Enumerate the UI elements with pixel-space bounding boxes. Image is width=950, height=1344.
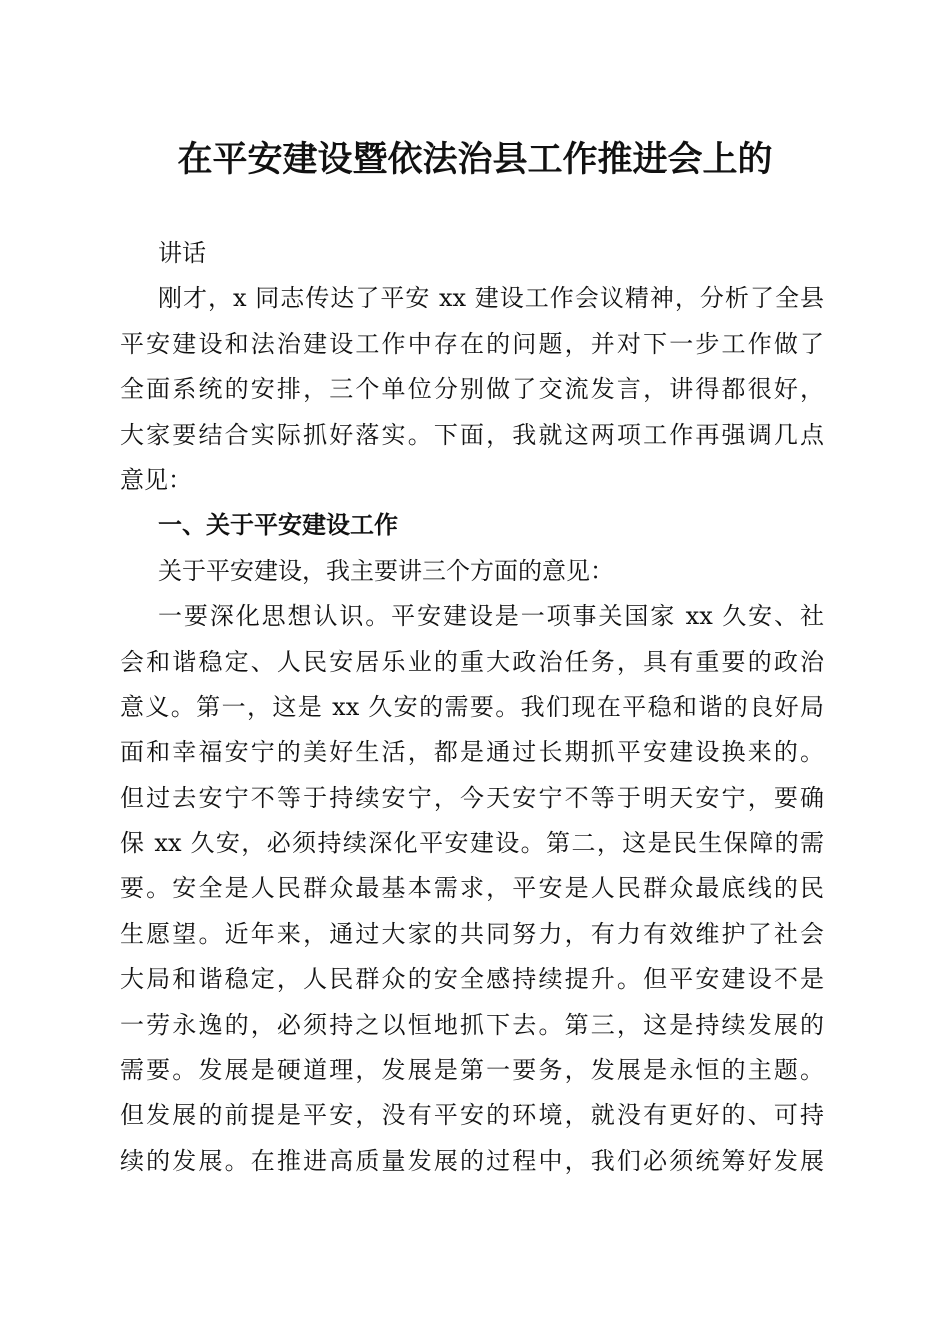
paragraph-line: 需要。发展是硬道理，发展是第一要务，发展是永恒的主题。 [120, 1056, 824, 1085]
paragraph-line: 要。安全是人民群众最基本需求，平安是人民群众最底线的民 [120, 874, 824, 903]
paragraph-line: 面和幸福安宁的美好生活，都是通过长期抓平安建设换来的。 [120, 738, 824, 767]
paragraph-line: 刚才，x 同志传达了平安 xx 建设工作会议精神，分析了全县 [158, 284, 824, 313]
paragraph-line: 生愿望。近年来，通过大家的共同努力，有力有效维护了社会 [120, 919, 824, 948]
paragraph-line: 大家要结合实际抓好落实。下面，我就这两项工作再强调几点 [120, 420, 824, 449]
paragraph-line: 但发展的前提是平安，没有平安的环境，就没有更好的、可持 [120, 1101, 824, 1130]
paragraph-line: 一要深化思想认识。平安建设是一项事关国家 xx 久安、社 [158, 602, 824, 631]
paragraph-line: 平安建设和法治建设工作中存在的问题，并对下一步工作做了 [120, 329, 824, 358]
paragraph-line: 会和谐稳定、人民安居乐业的重大政治任务，具有重要的政治 [120, 647, 824, 676]
paragraph-line: 保 xx 久安，必须持续深化平安建设。第二，这是民生保障的需 [120, 829, 824, 858]
document-title: 在平安建设暨依法治县工作推进会上的 [177, 139, 773, 180]
paragraph-line: 关于平安建设，我主要讲三个方面的意见： [158, 556, 614, 585]
paragraph-line: 大局和谐稳定，人民群众的安全感持续提升。但平安建设不是 [120, 965, 824, 994]
paragraph-line: 续的发展。在推进高质量发展的过程中，我们必须统筹好发展 [120, 1146, 824, 1175]
document-body [120, 231, 824, 1184]
section-heading: 一、关于平安建设工作 [158, 511, 398, 540]
paragraph-line: 意义。第一，这是 xx 久安的需要。我们现在平稳和谐的良好局 [120, 692, 824, 721]
paragraph-line: 意见： [120, 465, 192, 494]
paragraph-line: 讲话 [158, 239, 206, 267]
paragraph-line: 一劳永逸的，必须持之以恒地抓下去。第三，这是持续发展的 [120, 1010, 824, 1039]
paragraph-line: 全面系统的安排，三个单位分别做了交流发言，讲得都很好， [120, 375, 824, 404]
paragraph-line: 但过去安宁不等于持续安宁，今天安宁不等于明天安宁，要确 [120, 783, 824, 812]
